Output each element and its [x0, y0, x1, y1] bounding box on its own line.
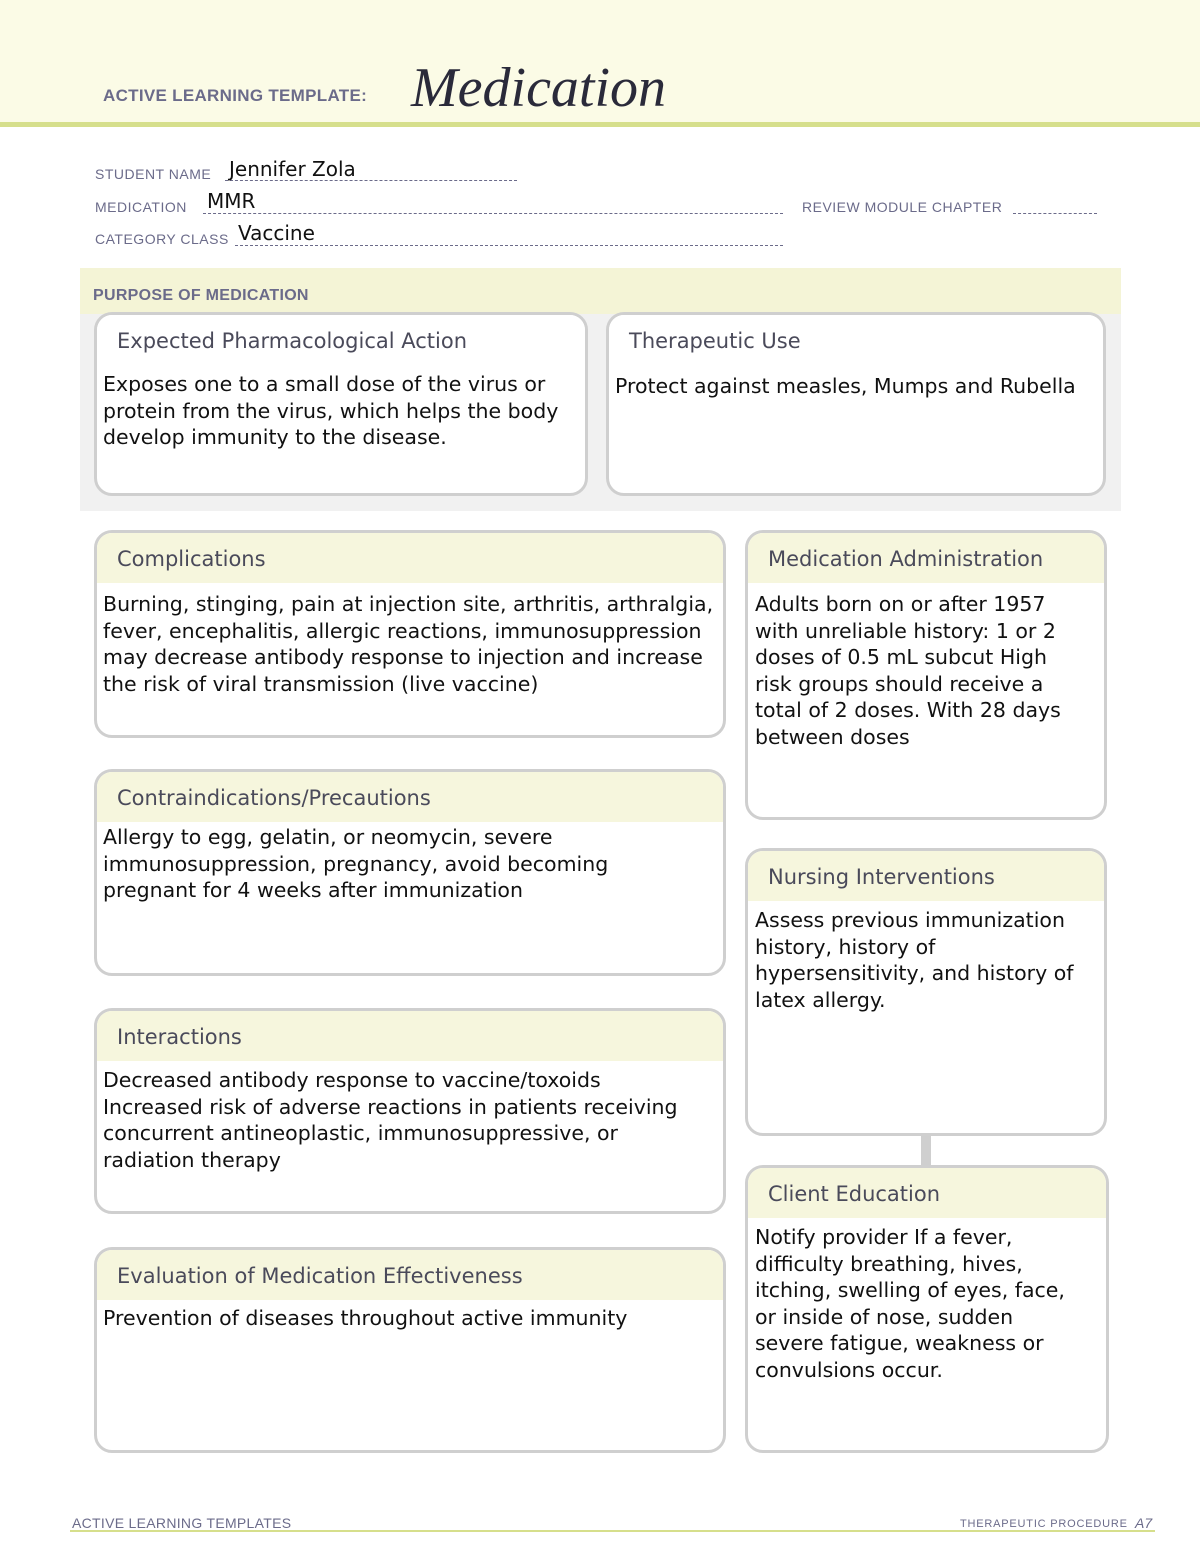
column-connector: [921, 1134, 931, 1166]
complications-title: Complications: [97, 533, 723, 583]
interactions-box: [94, 1008, 726, 1214]
purpose-label: PURPOSE OF MEDICATION: [93, 287, 309, 304]
medication-administration-title: Medication Administration: [748, 533, 1104, 583]
student-name-label: STUDENT NAME: [95, 166, 212, 182]
template-label: ACTIVE LEARNING TEMPLATE:: [103, 86, 368, 105]
interactions-text[interactable]: Decreased antibody response to vaccine/toxoids Increased risk of adverse reactions in patients receiving concurrent antineoplastic, immunosuppressive, or radiation therapy: [103, 1068, 678, 1172]
page-number: A7: [1135, 1515, 1153, 1531]
evaluation-box: [94, 1247, 726, 1453]
expected-action-text[interactable]: Exposes one to a small dose of the virus or protein from the virus, which helps the body develop immunity to the disease.: [103, 372, 559, 449]
medication-label: MEDICATION: [95, 199, 187, 215]
client-education-title: Client Education: [748, 1168, 1106, 1218]
footer-left: ACTIVE LEARNING TEMPLATES: [72, 1515, 292, 1531]
medication-field[interactable]: MMR: [207, 189, 256, 213]
category-class-line: [235, 245, 783, 246]
expected-action-title: Expected Pharmacological Action: [97, 315, 585, 365]
contraindications-text[interactable]: Allergy to egg, gelatin, or neomycin, severe immunosuppression, pregnancy, avoid becoming pregnant for 4 weeks after immunization: [103, 825, 609, 902]
expected-action-box: [94, 312, 588, 496]
client-education-text[interactable]: Notify provider If a fever, difficulty breathing, hives, itching, swelling of eyes, face, or inside of nose, sudden severe fatigue, weakness or convulsions occur.: [755, 1225, 1065, 1382]
evaluation-text[interactable]: Prevention of diseases throughout active immunity: [103, 1306, 628, 1330]
nursing-interventions-box: [745, 848, 1107, 1136]
contraindications-title: Contraindications/Precautions: [97, 772, 723, 822]
therapeutic-use-title: Therapeutic Use: [609, 315, 1103, 365]
review-module-label: REVIEW MODULE CHAPTER: [802, 199, 1003, 215]
medication-administration-box: [745, 530, 1107, 820]
category-class-label: CATEGORY CLASS: [95, 231, 229, 247]
complications-text[interactable]: Burning, stinging, pain at injection site, arthritis, arthralgia, fever, encephalitis, allergic reactions, immunosuppression may decrease antibody response to injection and increase the risk of viral transmission (live vaccine): [103, 592, 714, 696]
complications-box: [94, 530, 726, 738]
client-education-box: [745, 1165, 1109, 1453]
medication-line: [203, 213, 783, 214]
footer-right: THERAPEUTIC PROCEDURE: [960, 1518, 1128, 1530]
interactions-title: Interactions: [97, 1011, 723, 1061]
therapeutic-use-text[interactable]: Protect against measles, Mumps and Rubella: [615, 374, 1076, 398]
nursing-interventions-text[interactable]: Assess previous immunization history, history of hypersensitivity, and history of latex allergy.: [755, 908, 1074, 1012]
student-name-field[interactable]: Jennifer Zola: [229, 157, 356, 181]
nursing-interventions-title: Nursing Interventions: [748, 851, 1104, 901]
medication-administration-text[interactable]: Adults born on or after 1957 with unreliable history: 1 or 2 doses of 0.5 mL subcut High risk groups should receive a total of 2 doses. With 28 days between doses: [755, 592, 1061, 749]
contraindications-box: [94, 769, 726, 976]
evaluation-title: Evaluation of Medication Effectiveness: [97, 1250, 723, 1300]
page-title: Medication: [411, 57, 667, 119]
header-divider: [0, 122, 1200, 127]
category-class-field[interactable]: Vaccine: [238, 221, 315, 245]
review-module-field[interactable]: [1013, 213, 1097, 214]
therapeutic-use-box: [606, 312, 1106, 496]
